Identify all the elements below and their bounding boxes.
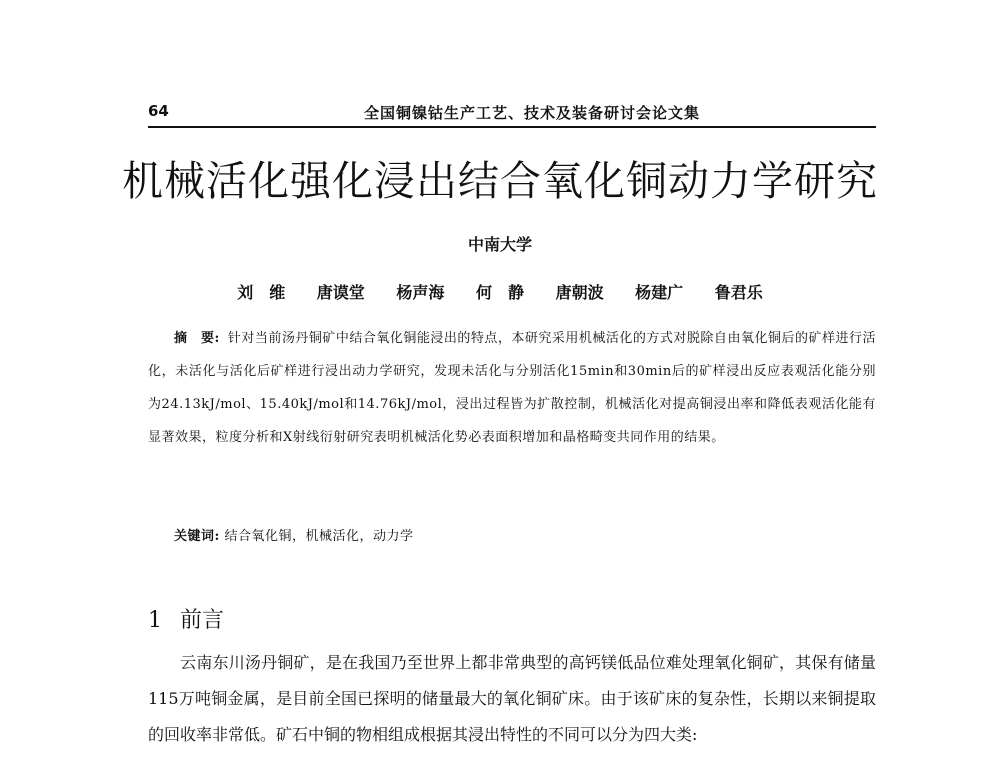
keywords-label: 关键词: [174, 529, 220, 544]
keywords [148, 525, 876, 544]
abstract-label: 摘 要: [174, 331, 220, 346]
abstract-text: 针对当前汤丹铜矿中结合氧化铜能浸出的特点，本研究采用机械活化的方式对脱除自由氧化铜后的矿样进行活化，未活化与活化后矿样进行浸出动力学研究，发现未活化与分别活化15min和30min后的矿样浸出反应表观活化能分别为24.13kJ/mol、15.40kJ/mol和14.76kJ/mol，浸出过程皆为扩散控制，机械活化对提高铜浸出率和降低表观活化能有显著效果，粒度分析和X射线衍射研究表明机械活化势必表面积增加和晶格畸变共同作用的结果。 [148, 331, 876, 445]
affiliation: 中南大学 [467, 235, 532, 254]
author: 杨声海 [396, 283, 445, 302]
author: 何 静 [475, 283, 524, 302]
author: 鲁君乐 [714, 283, 763, 302]
author: 杨建广 [635, 283, 684, 302]
author: 唐谟堂 [316, 283, 365, 302]
abstract [148, 322, 876, 454]
keywords-text: 结合氧化铜，机械活化，动力学 [224, 529, 414, 544]
page-number: 64 [148, 102, 169, 120]
author: 刘 维 [237, 283, 286, 302]
section-heading [148, 603, 224, 634]
running-header [148, 100, 876, 128]
body-paragraph [148, 645, 876, 753]
author-list [0, 280, 1000, 303]
running-title: 全国铜镍钴生产工艺、技术及装备研讨会论文集 [363, 104, 700, 122]
section-number: 1 [148, 608, 162, 633]
body-text: 云南东川汤丹铜矿，是在我国乃至世界上都非常典型的高钙镁低品位难处理氧化铜矿，其保有储量115万吨铜金属，是目前全国已探明的储量最大的氧化铜矿床。由于该矿床的复杂性，长期以来铜提取的回收率非常低。矿石中铜的物相组成根据其浸出特性的不同可以分为四大类: [148, 653, 876, 744]
paper-title: 机械活化强化浸出结合氧化铜动力学研究 [122, 157, 878, 205]
section-title: 前言 [180, 608, 225, 633]
author: 唐朝波 [555, 283, 604, 302]
